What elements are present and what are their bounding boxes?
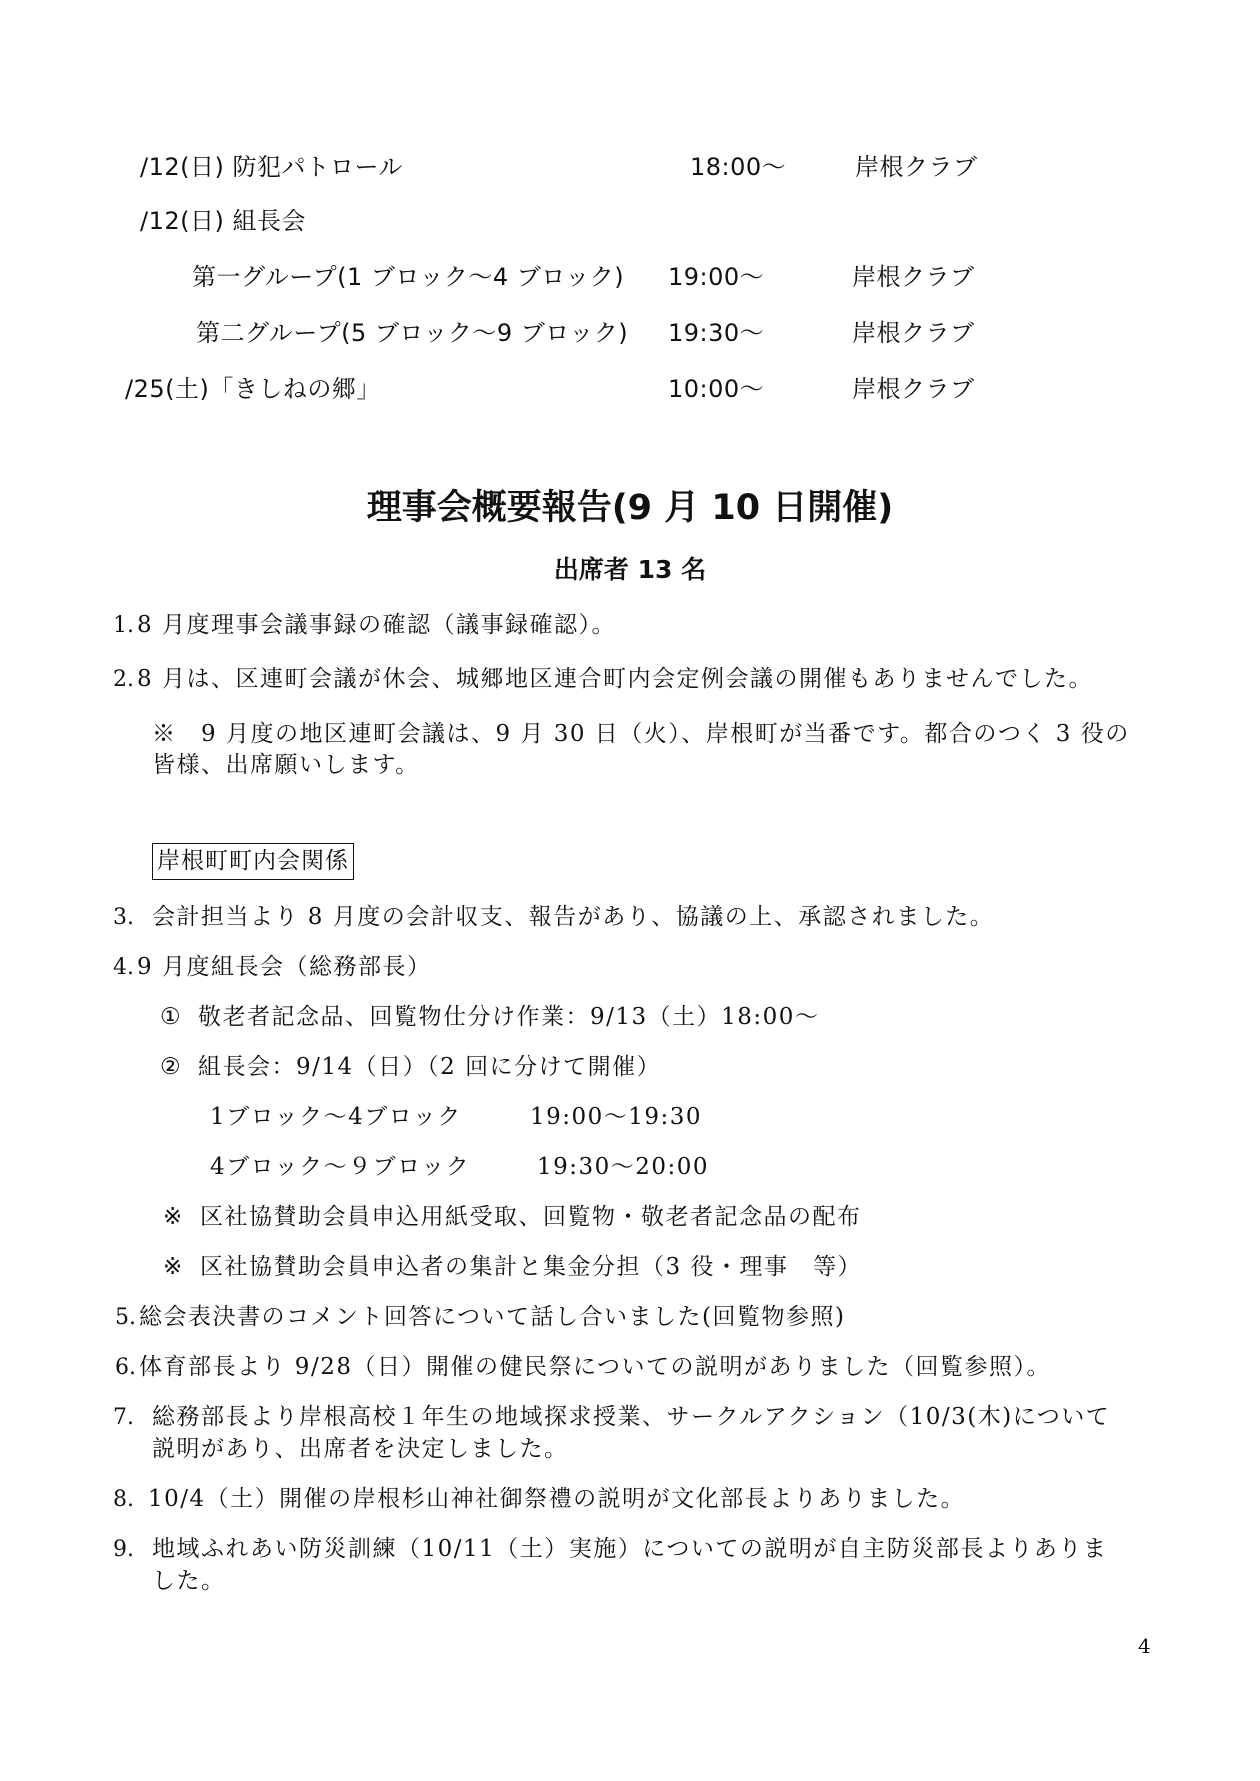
- schedule-event: 第二グループ(5 ブロック～9 ブロック): [196, 319, 629, 347]
- item-number: 7.: [113, 1405, 134, 1430]
- group-blocks: 1ブロック～4ブロック: [210, 1104, 462, 1130]
- notice-line: ※ 9 月度の地区連町会議は、9 月 30 日（火）、岸根町が当番です。都合のつく 3 役の: [152, 721, 1130, 747]
- sub-item-marker: ②: [160, 1054, 183, 1080]
- schedule-time: 19:00～: [668, 263, 765, 291]
- item-text: 総会表決書のコメント回答について話し合いました(回覧物参照): [139, 1304, 846, 1330]
- item-number: 5.: [115, 1305, 136, 1330]
- item-text: 10/4（土）開催の岸根杉山神社御祭禮の説明が文化部長よりありました。: [148, 1486, 966, 1512]
- group-time: 19:00～19:30: [530, 1104, 703, 1130]
- item-text: 体育部長より 9/28（日）開催の健民祭についての説明がありました（回覧参照）。: [139, 1354, 1051, 1380]
- schedule-row: [0, 319, 1260, 351]
- item-text: 8 月は、区連町会議が休会、城郷地区連合町内会定例会議の開催もありませんでした。: [137, 666, 1093, 692]
- item-text-line: 総務部長より岸根高校１年生の地域探求授業、サークルアクション（10/3(木)について: [152, 1404, 1111, 1430]
- schedule-event: /12(日) 組長会: [140, 207, 306, 235]
- group-time: 19:30～20:00: [537, 1154, 710, 1180]
- group-blocks: 4ブロック～９ブロック: [210, 1154, 471, 1180]
- notice-line: 皆様、出席願いします。: [152, 752, 420, 778]
- item-text: 8 月度理事会議事録の確認（議事録確認）。: [137, 612, 616, 638]
- schedule-place: 岸根クラブ: [855, 153, 978, 181]
- schedule-time: 19:30～: [668, 319, 765, 347]
- schedule-time: 10:00～: [668, 375, 765, 403]
- section-label-box: 岸根町町内会関係: [152, 843, 354, 880]
- item-text-line: した。: [152, 1568, 226, 1594]
- sub-item-text: 敬老者記念品、回覧物仕分け作業：9/13（土）18:00～: [198, 1004, 820, 1030]
- report-title: 理事会概要報告(9 月 10 日開催): [366, 488, 894, 528]
- item-text-line: 説明があり、出席者を決定しました。: [152, 1436, 569, 1462]
- item-text-line: 地域ふれあい防災訓練（10/11（土）実施）についての説明が自主防災部長よりありま: [152, 1536, 1108, 1562]
- schedule-place: 岸根クラブ: [852, 319, 975, 347]
- item-number: 4.: [113, 955, 134, 980]
- item-number: 2.: [113, 667, 134, 692]
- item-number: 8.: [113, 1487, 134, 1512]
- schedule-place: 岸根クラブ: [852, 263, 975, 291]
- schedule-row: [0, 375, 1260, 407]
- schedule-row: [0, 207, 1260, 239]
- sub-item-text: 組長会：9/14（日）（2 回に分けて開催）: [198, 1054, 662, 1080]
- schedule-event: /25(土)「きしねの郷」: [125, 375, 381, 403]
- item-number: 1.: [113, 613, 134, 638]
- note-marker: ※: [163, 1204, 184, 1230]
- schedule-row: [0, 263, 1260, 295]
- item-number: 3.: [113, 905, 134, 930]
- attendance-count: 出席者 13 名: [553, 555, 707, 584]
- sub-item-marker: ①: [160, 1004, 183, 1030]
- schedule-event: /12(日) 防犯パトロール: [140, 153, 404, 181]
- schedule-row: [0, 153, 1260, 185]
- schedule-event: 第一グループ(1 ブロック～4 ブロック): [192, 263, 625, 291]
- item-text: 会計担当より 8 月度の会計収支、報告があり、協議の上、承認されました。: [152, 904, 995, 930]
- note-marker: ※: [163, 1254, 184, 1280]
- item-number: 6.: [115, 1355, 136, 1380]
- schedule-time: 18:00～: [690, 153, 787, 181]
- note-text: 区社協賛助会員申込用紙受取、回覧物・敬老者記念品の配布: [200, 1204, 862, 1230]
- item-text: 9 月度組長会（総務部長）: [137, 954, 432, 980]
- schedule-place: 岸根クラブ: [852, 375, 975, 403]
- page-number: 4: [1138, 1634, 1151, 1658]
- note-text: 区社協賛助会員申込者の集計と集金分担（3 役・理事 等）: [200, 1254, 862, 1280]
- item-number: 9.: [113, 1537, 134, 1562]
